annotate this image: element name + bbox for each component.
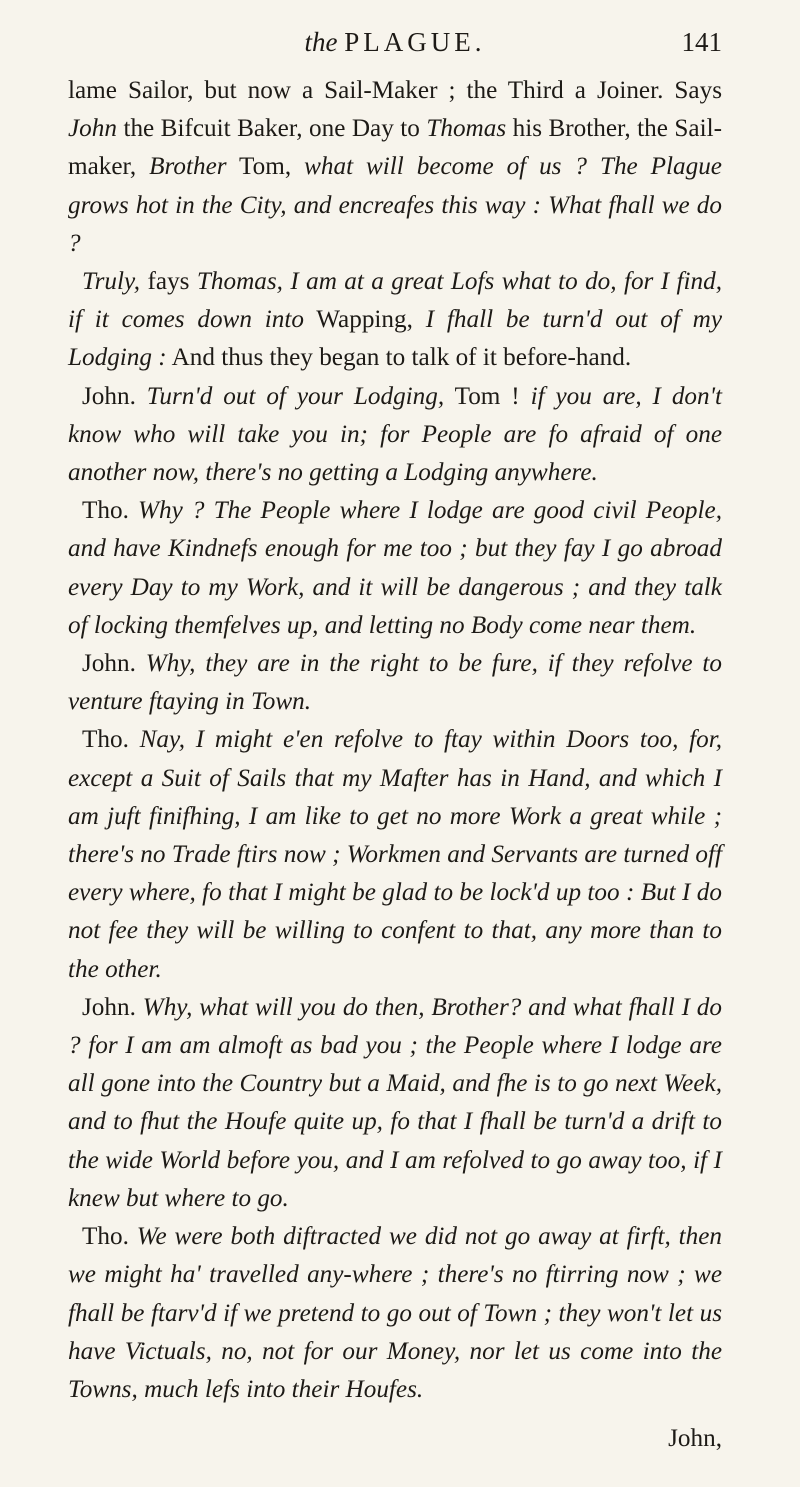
roman-text: Tho. [82, 1223, 137, 1251]
italic-text: Nay, I might e'en refolve to ftay within Doors too, for, except a Suit of Sails that my Mafter has in Hand, and which I am juft finifhing, I am like to get no more Work a great while ; there's no Trade ftirs now ; Workmen and Servants are turned off every where, fo that I might be glad to be lock'd up too : But I do not fee they will be willing to confent to that, any more than to the other. [68, 726, 723, 983]
italic-text: I fhall be turn'd out of my Lodging : [68, 306, 722, 372]
roman-text: Tho. [82, 497, 139, 525]
italic-text: We were both diftracted we did not go away at firft, then we might ha' travelled any-where ; there's no ftirring now ; we fhall be ftarv'd if we pretend to go out of Town ; they won't let us have Victuals, no, not for our Money, nor let us come into the Towns, much lefs into their Houfes. [68, 1223, 723, 1403]
roman-text: John. [82, 993, 143, 1021]
roman-text: his Brother, the Sail-maker, [68, 115, 722, 181]
paragraph [68, 378, 722, 493]
roman-text: John. [82, 650, 146, 678]
roman-text: John. [82, 382, 147, 410]
catchword: John, [668, 1425, 722, 1452]
roman-text: fays [140, 268, 197, 296]
italic-text: Why, they are in the right to be fure, if they refolve to venture ftaying in Town. [68, 650, 722, 716]
paragraph [68, 72, 722, 263]
running-title-main: PLAGUE. [344, 27, 486, 57]
roman-text: Tho. [82, 726, 140, 754]
running-title-prefix: the [304, 27, 338, 57]
italic-text: Why ? The People where I lodge are good civil People, and have Kindnefs enough for me too ; but they fay I go abroad every Day to my Work, and it will be dangerous ; and they talk of locking themfelves up, and letting no Body come near them. [68, 497, 722, 639]
paragraph [68, 492, 722, 645]
italic-text: Why, what will you do then, Brother? and what fhall I do ? for I am am almoft as bad you ; the People where I lodge are all gone into the Country but a Maid, and fhe is to go next Week, and to fhut the Houfe quite up, fo that I fhall be turn'd a drift to the wide World before you, and I am refolved to go away too, if I knew but where to go. [68, 993, 722, 1212]
paragraph [68, 1218, 722, 1409]
running-head [68, 20, 722, 64]
paragraph [68, 263, 722, 378]
italic-text: what will become of us ? The Plague grows hot in the City, and encreafes this way : What fhall we do ? [68, 153, 722, 257]
paragraph [68, 721, 722, 988]
italic-text: Truly, [82, 268, 141, 296]
italic-text: Turn'd out of your Lodging, [146, 382, 445, 410]
paragraph [68, 989, 722, 1218]
roman-text: And thus they began to talk of it before-hand. [166, 344, 632, 372]
roman-text: Tom, [226, 153, 305, 181]
italic-text: Thomas, I am at a great Lofs what to do, for I find, if it comes down into [68, 268, 723, 334]
roman-text: the Bifcuit Baker, one Day to [116, 115, 427, 143]
running-title [68, 20, 722, 64]
italic-text: John [68, 115, 117, 143]
roman-text: Wapping, [303, 306, 426, 334]
italic-text: if you are, I don't know who will take you in; for People are fo afraid of one another now, there's no getting a Lodging anywhere. [68, 382, 722, 487]
italic-text: Thomas [426, 115, 507, 143]
roman-text: lame Sailor, but now a Sail-Maker ; the Third a Joiner. Says [68, 77, 722, 104]
paragraph [68, 645, 722, 721]
body-text [68, 72, 722, 1409]
page-number: 141 [681, 27, 722, 57]
roman-text: Tom ! [444, 382, 531, 410]
italic-text: Brother [149, 153, 227, 181]
